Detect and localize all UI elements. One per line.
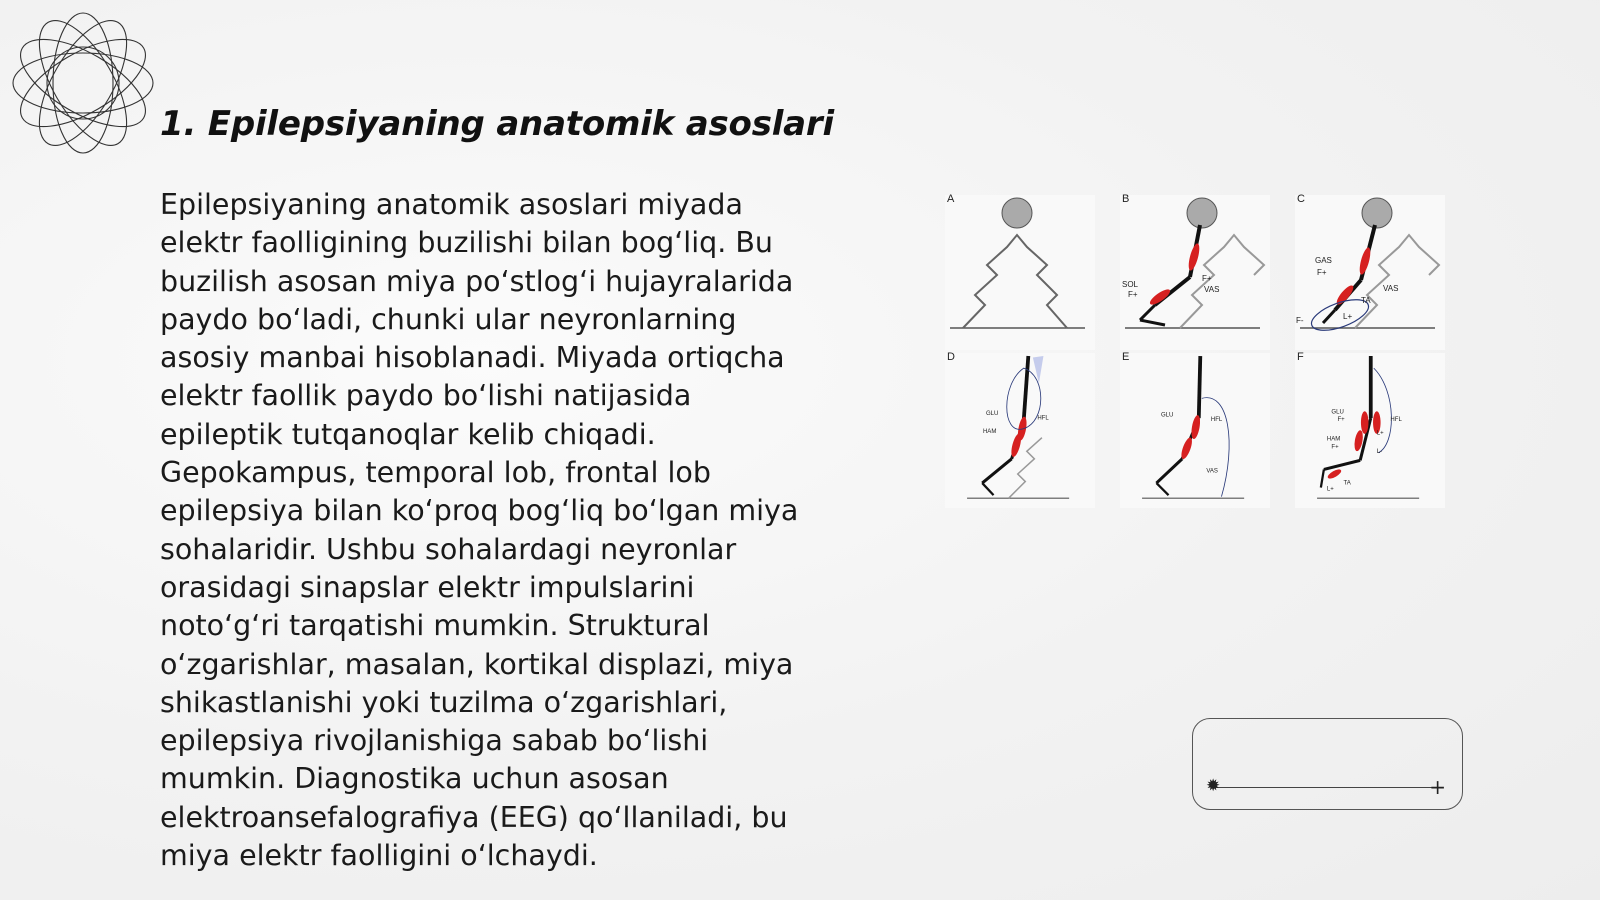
body-line: elektr faollik paydo bo‘lishi natijasida [160, 379, 692, 413]
muscle-label: L+ [1376, 430, 1384, 437]
sparkle-icon: ✹ [1206, 776, 1221, 796]
figure-panel-c [1295, 195, 1445, 350]
muscle-label: F- [1296, 316, 1304, 325]
muscle-label: HFL [1037, 415, 1049, 422]
body-line: Gepokampus, temporal lob, frontal lob [160, 456, 711, 490]
body-line: epilepsiya rivojlanishiga sabab bo‘lishi [160, 724, 709, 758]
body-line: asosiy manbai hisoblanadi. Miyada ortiqcha [160, 341, 785, 375]
timeline-frame [1192, 718, 1463, 810]
muscle-label: GAS [1315, 256, 1332, 265]
panel-letter: C [1297, 193, 1305, 205]
muscle-label: GLU [985, 411, 999, 417]
figure-panel-e [1120, 353, 1270, 508]
panel-letter: F [1297, 351, 1304, 363]
muscle-label: GLU [1160, 412, 1174, 419]
muscle-label: F+ [1331, 444, 1339, 451]
plus-star-icon: + [1429, 775, 1446, 799]
panel-letter: E [1122, 351, 1130, 363]
muscle-label: TA [1343, 480, 1351, 487]
figure-panel-d [945, 353, 1095, 508]
panel-letter: B [1122, 193, 1130, 205]
muscle-label: F+ [1202, 274, 1212, 283]
body-line: shikastlanishi yoki tuzilma o‘zgarishlari, [160, 685, 728, 719]
body-line: noto‘g‘ri tarqatishi mumkin. Struktural [160, 609, 710, 643]
body-line: o‘zgarishlar, masalan, kortikal displazi, miya [160, 647, 794, 681]
body-line: epilepsiya bilan ko‘proq bog‘liq bo‘lgan miya [160, 494, 799, 528]
muscle-label: VAS [1206, 468, 1218, 475]
muscle-label: L- [1376, 448, 1383, 455]
figure-panel-b [1120, 195, 1270, 350]
body-line: mumkin. Diagnostika uchun asosan [160, 762, 669, 796]
panel-letter: D [947, 351, 955, 363]
muscle-label: HAM [982, 429, 997, 436]
muscle-label: F+ [1317, 268, 1327, 277]
body-line: elektr faolligining buzilishi bilan bog‘liq. Bu [160, 226, 773, 260]
body-line: Epilepsiyaning anatomik asoslari miyada [160, 188, 743, 221]
body-line: epileptik tutqanoqlar kelib chiqadi. [160, 417, 656, 451]
biomechanics-figure [945, 195, 1455, 560]
muscle-label: GLU [1331, 409, 1344, 416]
body-line: miya elektr faolligini o‘lchaydi. [160, 839, 598, 873]
muscle-label: VAS [1383, 284, 1399, 293]
body-line: elektroansefalografiya (EEG) qo‘llaniladi, bu [160, 800, 788, 834]
muscle-label: L+ [1343, 312, 1353, 321]
figure-panel-f [1295, 353, 1445, 508]
body-line: orasidagi sinapslar elektr impulslarini [160, 570, 695, 604]
orbit-rings-icon [8, 8, 158, 158]
muscle-label: F+ [1337, 417, 1345, 424]
body-line: paydo bo‘ladi, chunki ular neyronlarning [160, 302, 737, 336]
muscle-label: SOL [1122, 280, 1139, 289]
body-paragraph [160, 186, 850, 875]
muscle-label: HFL [1390, 417, 1402, 424]
muscle-label: HAM [1326, 436, 1341, 443]
page-title: 1. Epilepsiyaning anatomik asoslari [160, 104, 834, 144]
panel-letter: A [947, 193, 955, 205]
muscle-label: VAS [1204, 285, 1220, 294]
body-line: buzilish asosan miya po‘stlog‘i hujayralarida [160, 264, 794, 298]
timeline-line [1215, 787, 1436, 788]
muscle-label: HFL [1210, 417, 1223, 424]
muscle-label: TA [1361, 296, 1371, 305]
body-line: sohalaridir. Ushbu sohalardagi neyronlar [160, 532, 737, 566]
muscle-label: F+ [1128, 290, 1138, 299]
muscle-label: L+ [1326, 486, 1334, 493]
figure-panel-a [945, 195, 1095, 350]
